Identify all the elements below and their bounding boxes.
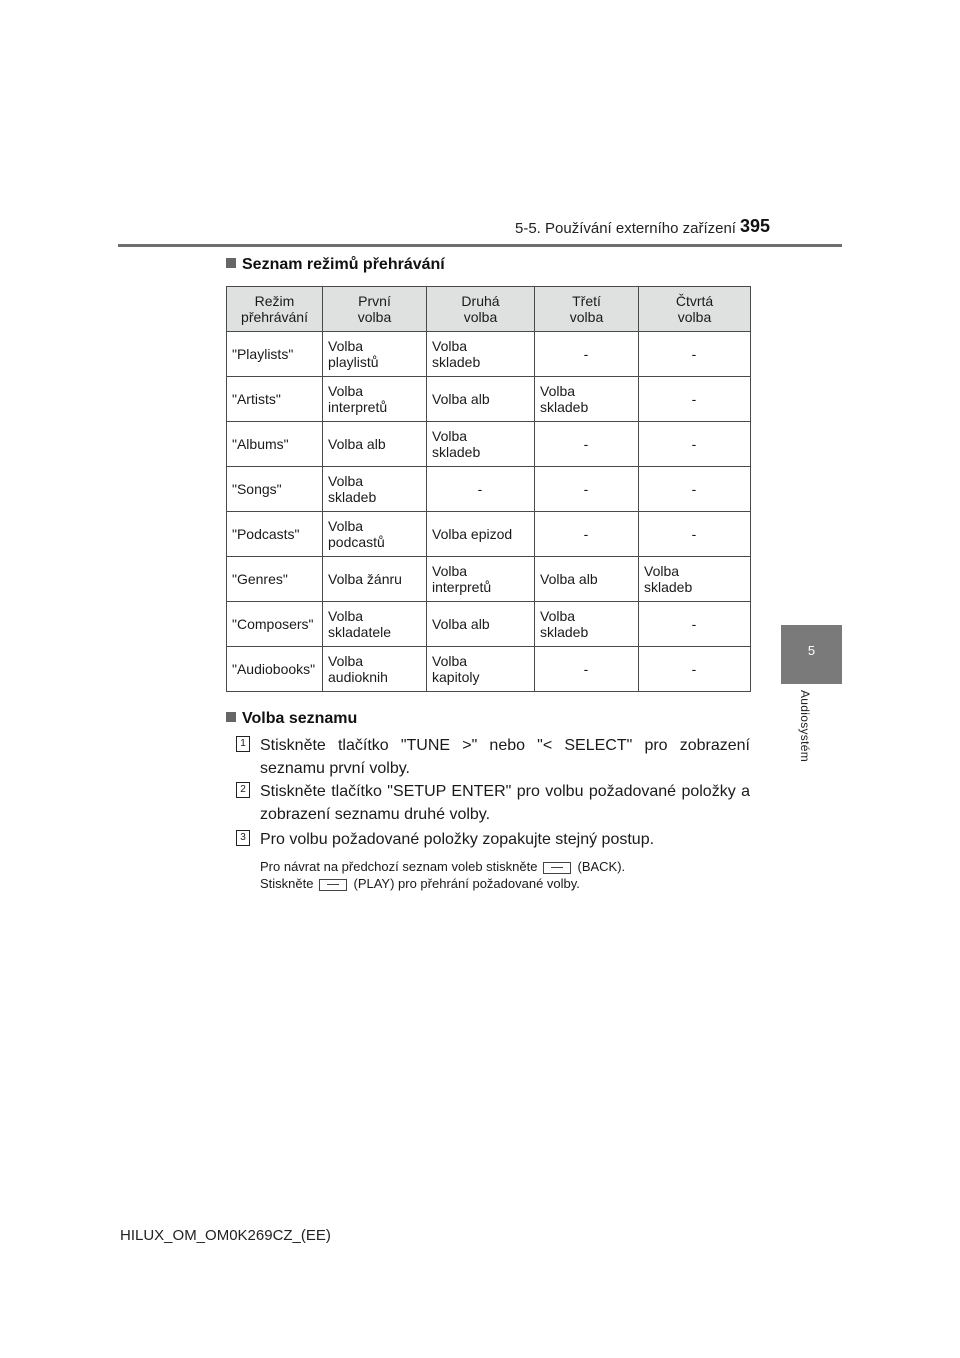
table-cell: Volba skladeb — [427, 422, 535, 467]
table-cell: Volba skladeb — [535, 602, 639, 647]
page-number: 395 — [740, 216, 771, 236]
play-button-icon — [319, 879, 347, 891]
section-title-text: Seznam režimů přehrávání — [242, 256, 445, 273]
table-cell: Volba skladatele — [323, 602, 427, 647]
table-cell: Volba podcastů — [323, 512, 427, 557]
step-number-box: 3 — [236, 830, 250, 846]
table-header-cell: Režim přehrávání — [227, 287, 323, 332]
table-cell: "Composers" — [227, 602, 323, 647]
table-row — [227, 422, 751, 467]
table-header-cell: Čtvrtá volba — [639, 287, 751, 332]
table-cell: - — [639, 602, 751, 647]
note-play — [260, 876, 580, 892]
note-text: Pro návrat na předchozí seznam voleb stiskněte — [260, 859, 538, 874]
table-cell: Volba audioknih — [323, 647, 427, 692]
table-cell: - — [639, 377, 751, 422]
table-cell: - — [639, 512, 751, 557]
table-cell: - — [639, 332, 751, 377]
chapter-tab-number: 5 — [807, 643, 816, 658]
table-header-cell: Druhá volba — [427, 287, 535, 332]
section-title-playback-modes — [226, 256, 445, 274]
step-text: Stiskněte tlačítko "TUNE >" nebo "< SELECT" pro zobrazení seznamu první volby. — [260, 737, 750, 777]
chapter-tab — [781, 625, 842, 684]
step-number-box: 1 — [236, 736, 250, 752]
table-row — [227, 602, 751, 647]
table-row — [227, 557, 751, 602]
back-button-icon — [543, 862, 571, 874]
note-text: (PLAY) pro přehrání požadované volby. — [353, 876, 580, 891]
table-cell: Volba epizod — [427, 512, 535, 557]
table-cell: Volba žánru — [323, 557, 427, 602]
table-cell: "Podcasts" — [227, 512, 323, 557]
table-cell: Volba alb — [535, 557, 639, 602]
table-cell: - — [535, 422, 639, 467]
note-text: Stiskněte — [260, 876, 314, 891]
step-number-box: 2 — [236, 782, 250, 798]
document-code: HILUX_OM_OM0K269CZ_(EE) — [120, 1227, 331, 1244]
table-header-row — [227, 287, 751, 332]
table-cell: "Songs" — [227, 467, 323, 512]
table-cell: "Albums" — [227, 422, 323, 467]
square-bullet-icon — [226, 712, 236, 722]
table-cell: - — [639, 467, 751, 512]
table-cell: - — [427, 467, 535, 512]
note-back — [260, 859, 625, 875]
table-cell: - — [535, 467, 639, 512]
section-title-list-selection — [226, 710, 357, 728]
chapter-tab-label: Audiosystém — [798, 690, 812, 762]
table-cell: Volba interpretů — [323, 377, 427, 422]
square-bullet-icon — [226, 258, 236, 268]
table-row — [227, 467, 751, 512]
header-rule — [118, 244, 842, 247]
table-cell: "Audiobooks" — [227, 647, 323, 692]
header-section-title: 5-5. Používání externího zařízení — [515, 220, 736, 237]
table-cell: Volba interpretů — [427, 557, 535, 602]
table-cell: Volba alb — [323, 422, 427, 467]
table-body — [227, 332, 751, 692]
step-text: Stiskněte tlačítko "SETUP ENTER" pro volbu požadované položky a zobrazení seznamu druhé volby. — [260, 783, 750, 823]
table-cell: - — [639, 422, 751, 467]
table-cell: Volba alb — [427, 602, 535, 647]
table-header-cell: První volba — [323, 287, 427, 332]
table-cell: - — [639, 647, 751, 692]
table-cell: "Artists" — [227, 377, 323, 422]
table-cell: Volba skladeb — [427, 332, 535, 377]
table-cell: Volba alb — [427, 377, 535, 422]
table-cell: - — [535, 647, 639, 692]
table-cell: Volba playlistů — [323, 332, 427, 377]
table-row — [227, 377, 751, 422]
table-cell: - — [535, 512, 639, 557]
table-row — [227, 512, 751, 557]
table-cell: Volba skladeb — [639, 557, 751, 602]
note-text: (BACK). — [577, 859, 626, 874]
table-header-cell: Třetí volba — [535, 287, 639, 332]
table-cell: Volba skladeb — [323, 467, 427, 512]
table-cell: "Playlists" — [227, 332, 323, 377]
playback-modes-table — [226, 286, 751, 692]
table-row — [227, 332, 751, 377]
section-title-text: Volba seznamu — [242, 710, 358, 727]
table-cell: "Genres" — [227, 557, 323, 602]
table-cell: Volba kapitoly — [427, 647, 535, 692]
table-cell: Volba skladeb — [535, 377, 639, 422]
table-cell: - — [535, 332, 639, 377]
step-text: Pro volbu požadované položky zopakujte stejný postup. — [260, 831, 655, 848]
table-row — [227, 647, 751, 692]
